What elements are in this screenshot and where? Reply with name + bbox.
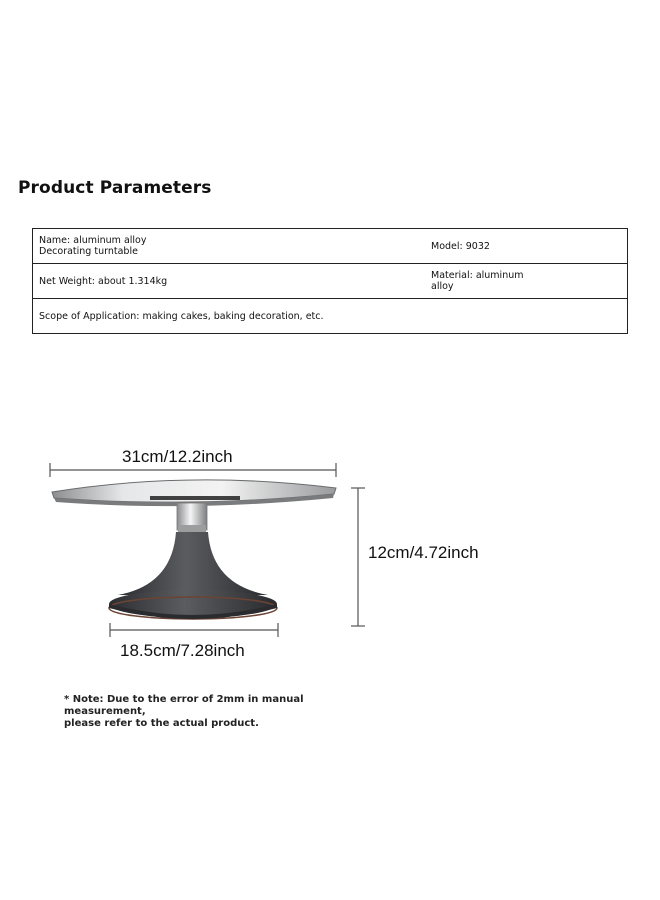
model-value: Model: 9032 xyxy=(431,240,490,252)
turntable-plate xyxy=(52,480,336,506)
turntable-stem xyxy=(177,503,207,532)
base-width-dimension xyxy=(110,623,278,637)
base-width-label: 18.5cm/7.28inch xyxy=(120,641,245,660)
name-value: Name: aluminum alloy Decorating turntable xyxy=(39,235,147,257)
turntable-base xyxy=(109,532,277,619)
scope-value: Scope of Application: making cakes, baking decoration, etc. xyxy=(39,310,324,322)
measurement-note: * Note: Due to the error of 2mm in manual measurement, please refer to the actual product. xyxy=(64,694,304,729)
height-dimension xyxy=(351,488,365,626)
page-title: Product Parameters xyxy=(18,178,212,198)
top-width-label: 31cm/12.2inch xyxy=(122,447,233,466)
material-value: Material: aluminum alloy xyxy=(431,270,524,292)
net-weight-value: Net Weight: about 1.314kg xyxy=(39,275,168,287)
height-label: 12cm/4.72inch xyxy=(368,543,479,562)
